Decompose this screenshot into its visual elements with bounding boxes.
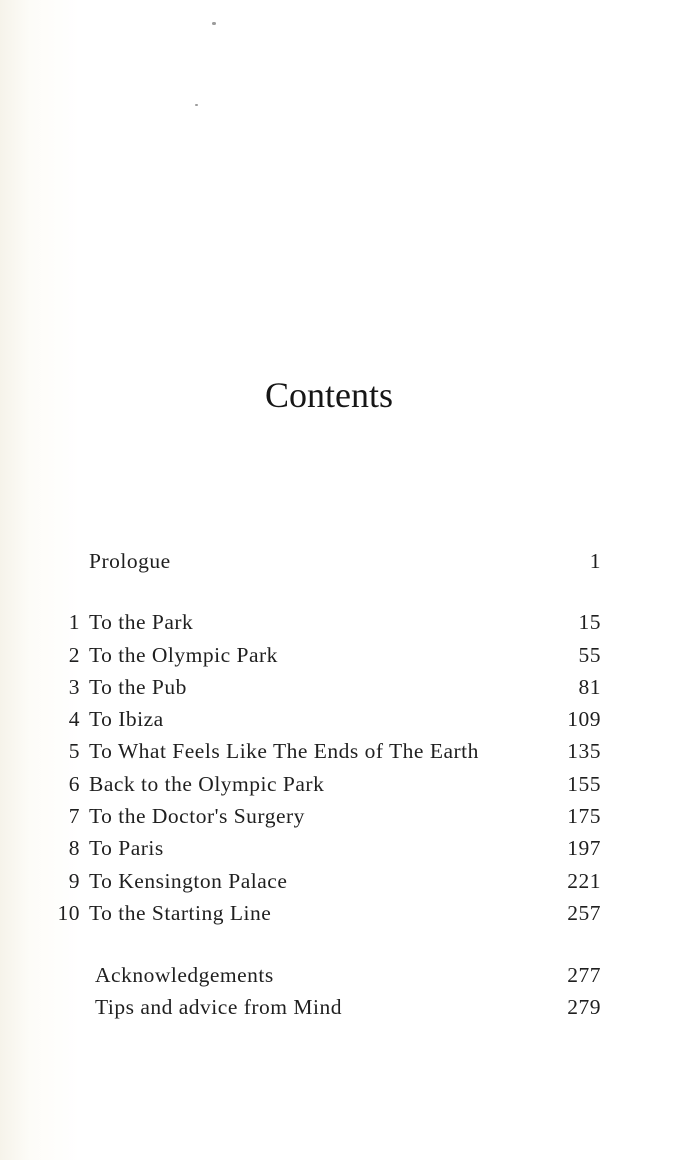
toc-chapter-number: 4 <box>68 707 80 731</box>
toc-row-chapter-7 <box>0 804 684 834</box>
toc-chapter-number: 8 <box>68 836 80 860</box>
toc-entry-title: To What Feels Like The Ends of The Earth <box>89 739 479 763</box>
toc-chapter-number: 1 <box>68 610 80 634</box>
toc-row-chapter-1 <box>0 610 684 640</box>
toc-chapter-number: 7 <box>68 804 80 828</box>
contents-heading <box>0 374 684 416</box>
toc-row-chapter-5 <box>0 739 684 769</box>
toc-entry-title: Tips and advice from Mind <box>95 995 342 1019</box>
paper-speck <box>195 104 198 106</box>
toc-entry-title: To the Pub <box>89 675 187 699</box>
toc-entry-page: 135 <box>567 739 601 763</box>
toc-chapter-number: 9 <box>68 869 80 893</box>
toc-entry-page: 155 <box>567 772 601 796</box>
toc-entry-title: Prologue <box>89 549 171 573</box>
toc-chapter-number: 2 <box>68 643 80 667</box>
contents-heading-text: Contents <box>264 375 393 415</box>
toc-entry-page: 15 <box>578 610 601 634</box>
toc-entry-page: 277 <box>567 963 601 987</box>
toc-entry-title: Back to the Olympic Park <box>89 772 325 796</box>
toc-entry-page: 109 <box>567 707 601 731</box>
toc-row-chapter-9 <box>0 869 684 899</box>
toc-row-tips <box>0 995 684 1025</box>
toc-entry-page: 1 <box>589 549 601 573</box>
toc-row-chapter-10 <box>0 901 684 931</box>
toc-chapter-number: 6 <box>68 772 80 796</box>
toc-entry-title: To Ibiza <box>89 707 164 731</box>
toc-entry-title: To the Park <box>89 610 194 634</box>
toc-entry-page: 175 <box>567 804 601 828</box>
toc-entry-page: 197 <box>567 836 601 860</box>
toc-entry-page: 55 <box>578 643 601 667</box>
toc-row-chapter-6 <box>0 772 684 802</box>
paper-speck <box>212 22 216 25</box>
toc-row-chapter-3 <box>0 675 684 705</box>
toc-entry-page: 81 <box>578 675 601 699</box>
toc-row-prologue <box>0 549 684 579</box>
toc-chapter-number: 3 <box>68 675 80 699</box>
toc-entry-page: 279 <box>567 995 601 1019</box>
toc-chapter-number: 10 <box>57 901 80 925</box>
toc-entry-title: To the Starting Line <box>89 901 272 925</box>
toc-entry-page: 221 <box>567 869 601 893</box>
toc-row-chapter-2 <box>0 643 684 673</box>
toc-entry-title: To Paris <box>89 836 164 860</box>
toc-row-chapter-8 <box>0 836 684 866</box>
toc-entry-page: 257 <box>567 901 601 925</box>
toc-entry-title: To the Doctor's Surgery <box>89 804 305 828</box>
toc-row-acknowledgements <box>0 963 684 993</box>
toc-row-chapter-4 <box>0 707 684 737</box>
toc-entry-title: To the Olympic Park <box>89 643 278 667</box>
toc-entry-title: To Kensington Palace <box>89 869 288 893</box>
toc-chapter-number: 5 <box>68 739 80 763</box>
toc-entry-title: Acknowledgements <box>95 963 274 987</box>
